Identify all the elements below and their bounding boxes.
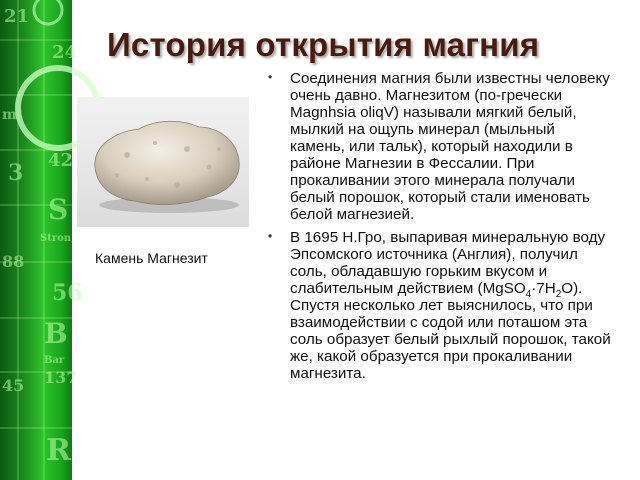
strip-label: m [2,107,17,123]
strip-label: 45 [2,376,25,395]
bullet-text-before-formula: В 1695 Н.Гро, выпаривая минеральную воду Эпсомского источника (Англия), получил соль, обладавшую горьким вкусом и слабительным действием ( [290,229,606,297]
strip-label: S [48,193,69,226]
bullet-marker: • [268,229,273,243]
magnesite-stone-photo [77,97,249,227]
periodic-table-strip [0,0,83,480]
strip-label: 21 [4,6,30,27]
chemical-formula [482,280,574,301]
slide-title: История открытия магния [107,26,540,63]
strip-label: Stron [40,233,72,244]
bullet-text-after-formula: ). Спустя несколько лет выяснилось, что при взаимодействии с содой или поташом эта соль образует белый рыхлый порошок, такой же, какой образуется при прокаливании магнезита. [290,280,611,382]
strip-label: B [44,317,68,350]
strip-label: 56 [52,280,83,306]
bullet-item [268,229,613,382]
strip-label: R [46,433,71,468]
strip-label: 3 [8,160,24,186]
strip-label: 42 [48,150,74,171]
bullet-list [268,70,613,388]
bullet-text: Соединения магния были известны человеку очень давно. Магнезитом (по-гречески Magnhsia oliqV) называли мягкий белый, мылкий на ощупь минерал (мыльный камень, или тальк), который находили в районе Магнезии в Фессалии. При прокаливании этого минерала получали белый порошок, который стали именовать белой магнезией. [290,70,610,223]
formula-part: ·7H [531,280,556,297]
formula-part: O [561,280,574,297]
bullet-marker: • [268,70,273,84]
bullet-item [268,70,613,223]
formula-subscript: 4 [525,289,532,301]
strip-label: 24 [52,42,78,63]
strip-label: 88 [2,252,25,271]
image-caption: Камень Магнезит [95,250,208,266]
formula-subscript: 2 [555,289,562,301]
formula-part: MgSO [482,280,526,297]
strip-label: 137 [44,368,78,387]
stone-illustration [77,97,249,227]
strip-label: Bar [44,355,65,366]
